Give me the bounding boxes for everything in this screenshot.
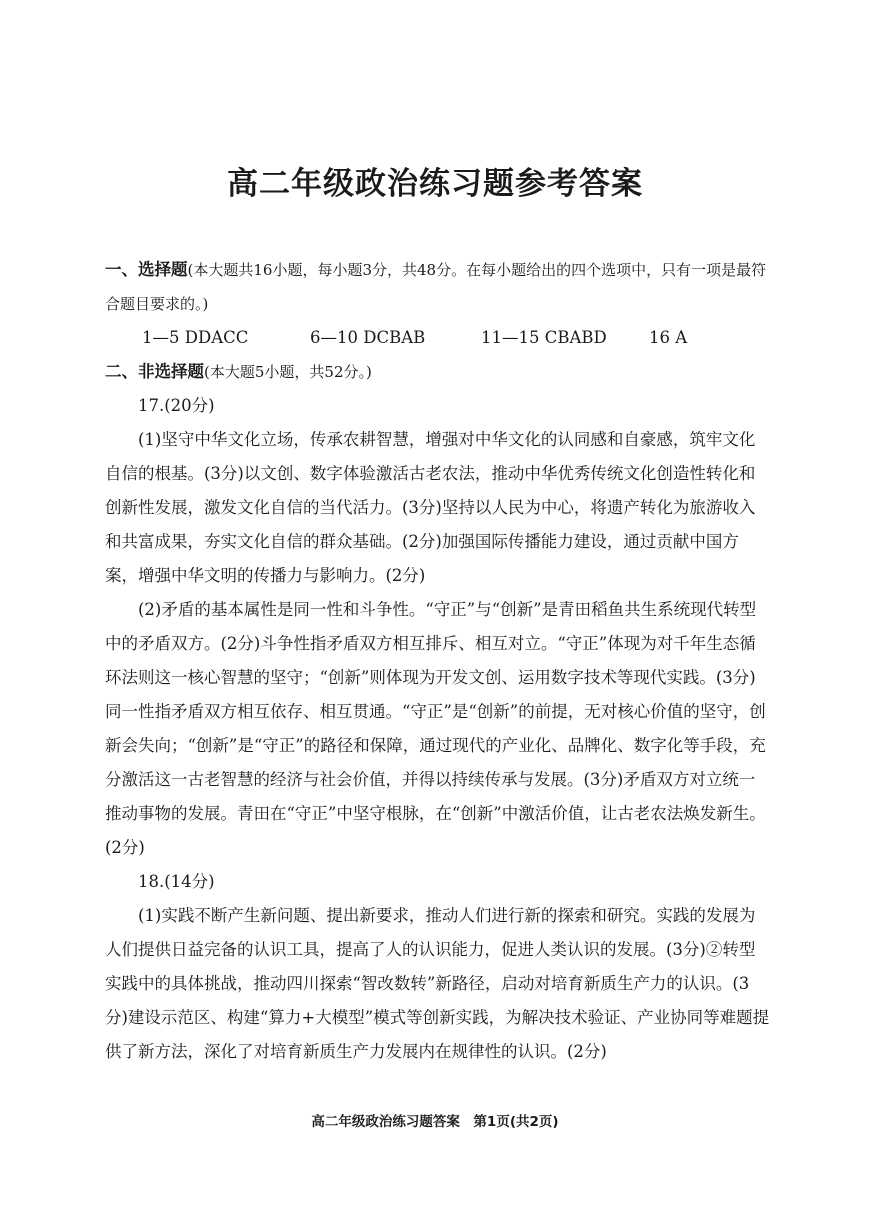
page-footer: 高二年级政治练习题答案 第1页(共2页): [311, 1114, 559, 1130]
question-18-label: 18.(14分): [138, 872, 215, 891]
question-18-part1: (1)实践不断产生新问题、提出新要求，推动人们进行新的探索和研究。实践的发展为人们提供日益完备的认识工具，提高了人的认识能力，促进人类认识的发展。(3分)②转型实践中的具体挑战，推动四川探索“智改数转”新路径，启动对培育新质生产力的认识。(3分)建设示范区、构建“算力+大模型”模式等创新实践，为解决技术验证、产业协同等难题提供了新方法，深化了对培育新质生产力发展内在规律性的认识。(2分): [105, 906, 770, 1061]
choice-answers: [105, 321, 770, 355]
section-choice: [105, 253, 770, 321]
section-note: (本大题共16小题，每小题3分，共48分。在每小题给出的四个选项中，只有一项是最符合题目要求的。): [105, 261, 767, 313]
section-nonchoice: [105, 355, 770, 389]
section-heading: 一、选择题: [105, 260, 188, 279]
page-title: 高二年级政治练习题参考答案: [227, 166, 643, 202]
question-17-part1: (1)坚守中华文化立场，传承农耕智慧，增强对中华文化的认同感和自豪感，筑牢文化自信的根基。(3分)以文创、数字体验激活古老农法，推动中华优秀传统文化创造性转化和创新性发展，激发文化自信的当代活力。(3分)坚持以人民为中心，将遗产转化为旅游收入和共富成果，夯实文化自信的群众基础。(2分)加强国际传播能力建设，通过贡献中国方案，增强中华文明的传播力与影响力。(2分): [105, 430, 756, 585]
answer-group: 11—15 CBABD: [481, 328, 607, 347]
answer-content: [105, 253, 770, 1069]
answer-group: 1—5 DDACC: [142, 328, 249, 347]
section-heading: 二、非选择题: [105, 362, 204, 381]
answer-group: 6—10 DCBAB: [310, 328, 426, 347]
section-note: (本大题5小题，共52分。): [204, 363, 372, 381]
question-17-label: 17.(20分): [138, 396, 215, 415]
answer-group: 16 A: [649, 328, 688, 347]
question-17-part2: (2)矛盾的基本属性是同一性和斗争性。“守正”与“创新”是青田稻鱼共生系统现代转型中的矛盾双方。(2分)斗争性指矛盾双方相互排斥、相互对立。“守正”体现为对千年生态循环法则这一核心智慧的坚守；“创新”则体现为开发文创、运用数字技术等现代实践。(3分)同一性指矛盾双方相互依存、相互贯通。“守正”是“创新”的前提，无对核心价值的坚守，创新会失向；“创新”是“守正”的路径和保障，通过现代的产业化、品牌化、数字化等手段，充分激活这一古老智慧的经济与社会价值，并得以持续传承与发展。(3分)矛盾双方对立统一推动事物的发展。青田在“守正”中坚守根脉，在“创新”中激活价值，让古老农法焕发新生。(2分): [105, 600, 766, 857]
